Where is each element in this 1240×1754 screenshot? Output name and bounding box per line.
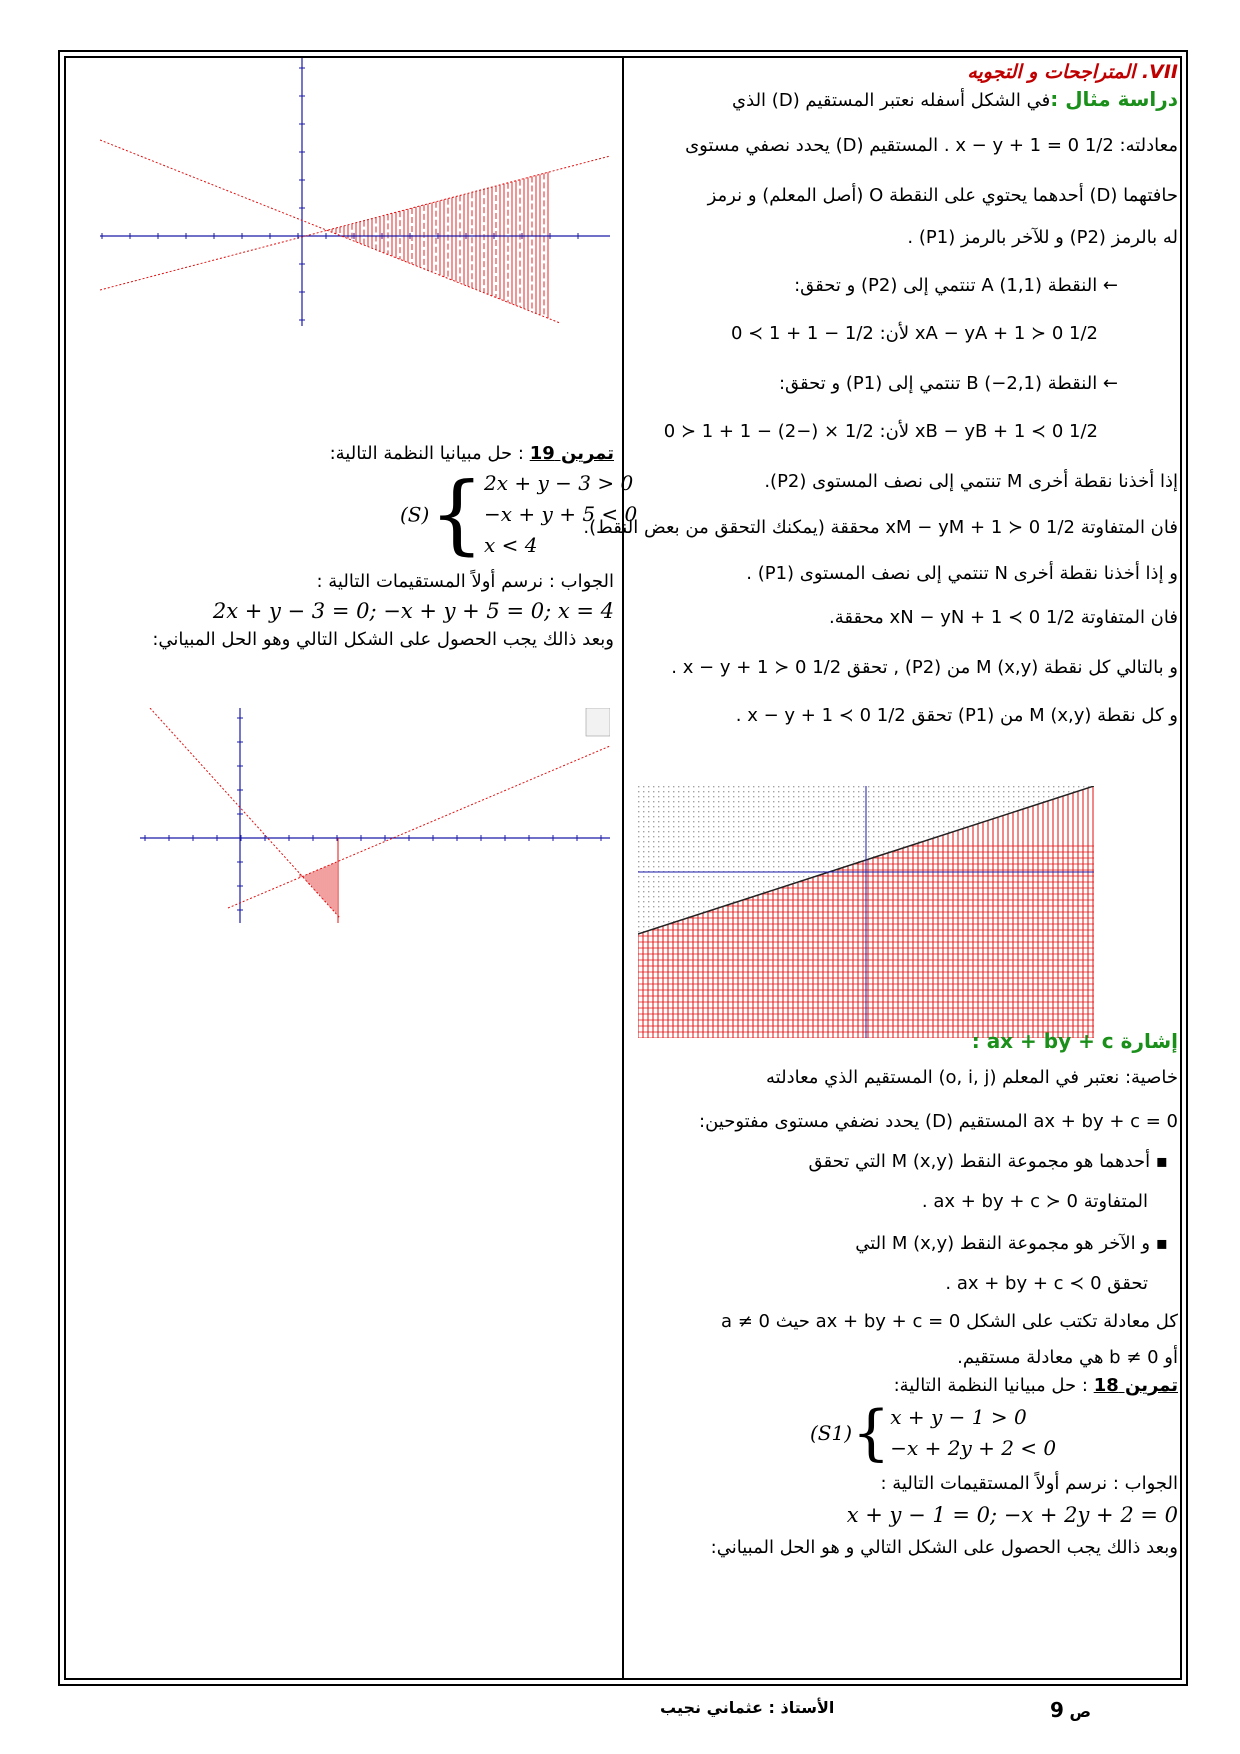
s1-eq1: x + y − 1 > 0: [890, 1405, 1027, 1429]
bullet-2b: تحقق ax + by + c ≺ 0 .: [945, 1273, 1148, 1294]
exercise-19-header: تمرين 19 : حل مبيانيا النظمة التالية:: [329, 443, 614, 464]
exercise-18-after: وبعد ذالك يجب الحصول على الشكل التالي و هو الحل المبياني:: [710, 1537, 1178, 1558]
half-plane-figure: [638, 786, 1094, 1038]
system-s1: (S1){x + y − 1 > 0 −x + 2y + 2 < 0: [810, 1398, 1057, 1468]
point-b-line: ← النقطة B (−2,1) تنتمي إلى (P1) و تحقق:: [778, 373, 1118, 394]
property-line-1: خاصية: نعتبر في المعلم (o, i, j) المستقيم الذي معادلته: [766, 1067, 1178, 1088]
s-eq1: 2x + y − 3 > 0: [484, 471, 634, 495]
example-line-12: فان المتفاوتة 1/2 xN − yN + 1 ≺ 0 محققة.: [828, 607, 1178, 628]
example-line-14: و كل نقطة M (x,y) من (P1) تحقق 1/2 x − y + 1 ≺ 0 .: [735, 705, 1178, 726]
exercise-18-label: تمرين 18: [1093, 1375, 1178, 1396]
exercise-19-graph: [140, 708, 610, 928]
exercise-18-graph: [100, 58, 610, 328]
graph-legend-box: [586, 708, 610, 736]
bullet-2a: ▪ و الآخر هو مجموعة النقط M (x,y) التي: [855, 1233, 1168, 1254]
example-line-9: إذا أخذنا نقطة أخرى M تنتمي إلى نصف المستوى (P2).: [764, 471, 1178, 492]
exercise-19-answer: الجواب : نرسم أولاً المستقيمات التالية :: [316, 571, 614, 592]
exercise-19-after: وبعد ذالك يجب الحصول على الشكل التالي وهو الحل المبياني:: [152, 629, 614, 650]
point-a-line: ← النقطة A (1,1) تنتمي إلى (P2) و تحقق:: [794, 275, 1118, 296]
exercise-19-lines: 2x + y − 3 = 0; −x + y + 5 = 0; x = 4: [212, 599, 614, 623]
example-line-1: دراسة مثال :في الشكل أسفله نعتبر المستقيم (D) الذي: [732, 87, 1178, 111]
sign-title: إشارة ax + by + c :: [971, 1029, 1178, 1053]
example-line-4: له بالرمز (P2) و للآخر بالرمز (P1) .: [907, 227, 1178, 248]
example-line-13: و بالتالي كل نقطة M (x,y) من (P2) , تحقق 1/2 x − y + 1 ≻ 0 .: [671, 657, 1178, 678]
example-label: دراسة مثال :: [1050, 87, 1178, 111]
point-a-check: 1/2 xA − yA + 1 ≻ 0 لأن: 1/2 − 1 + 1 ≻ 0: [730, 323, 1098, 344]
system-s1-name: (S1): [810, 1421, 853, 1445]
s-eq2: −x + y + 5 < 0: [484, 502, 638, 526]
example-line-3: حافتهما (D) أحدهما يحتوي على النقطة O (أصل المعلم) و نرمز: [707, 185, 1178, 206]
example-line-2: معادلته: 1/2 x − y + 1 = 0 . المستقيم (D) يحدد نصفي مستوى: [685, 135, 1178, 156]
author-name: الأستاذ : عثماني نجيب: [660, 1698, 835, 1717]
exercise-19-label: تمرين 19: [529, 443, 614, 464]
s-eq3: x < 4: [484, 533, 538, 557]
column-divider: [622, 56, 624, 1680]
paragraph-4: أو b ≠ 0 هي معادلة مستقيم.: [957, 1347, 1178, 1368]
section-title: VII. المتراجحات و التجويه: [967, 61, 1178, 83]
property-line-2: ax + by + c = 0 المستقيم (D) يحدد نضفي مستوى مفتوحين:: [699, 1111, 1178, 1132]
s1-eq2: −x + 2y + 2 < 0: [890, 1436, 1057, 1460]
example-line-11: و إذا أخذنا نقطة أخرى N تنتمي إلى نصف المستوى (P1) .: [746, 563, 1178, 584]
exercise-18-lines: x + y − 1 = 0; −x + 2y + 2 = 0: [846, 1503, 1178, 1527]
sign-title-line: [972, 1026, 1178, 1056]
exercise-18-answer: الجواب : نرسم أولاً المستقيمات التالية :: [880, 1473, 1178, 1494]
exercise-18-header: تمرين 18 : حل مبيانيا النظمة التالية:: [893, 1375, 1178, 1396]
bullet-1a: ▪ أحدهما هو مجموعة النقط M (x,y) التي تحقق: [808, 1151, 1168, 1172]
system-s-name: (S): [400, 502, 430, 527]
point-b-check: 1/2 xB − yB + 1 ≺ 0 لأن: 1/2 × (−2) − 1 + 1 ≺ 0: [663, 421, 1098, 442]
example-line-10: فان المتفاوتة 1/2 xM − yM + 1 ≻ 0 محققة (يمكنك التحقق من بعض النقط).: [583, 517, 1178, 538]
paragraph-3: كل معادلة تكتب على الشكل ax + by + c = 0 حيث a ≠ 0: [720, 1311, 1178, 1332]
page-number: ص 9: [1050, 1698, 1092, 1722]
bullet-1b: المتفاوتة ax + by + c ≻ 0 .: [921, 1191, 1148, 1212]
system-s: (S){2x + y − 3 > 0 −x + y + 5 < 0 x < 4: [400, 464, 638, 565]
